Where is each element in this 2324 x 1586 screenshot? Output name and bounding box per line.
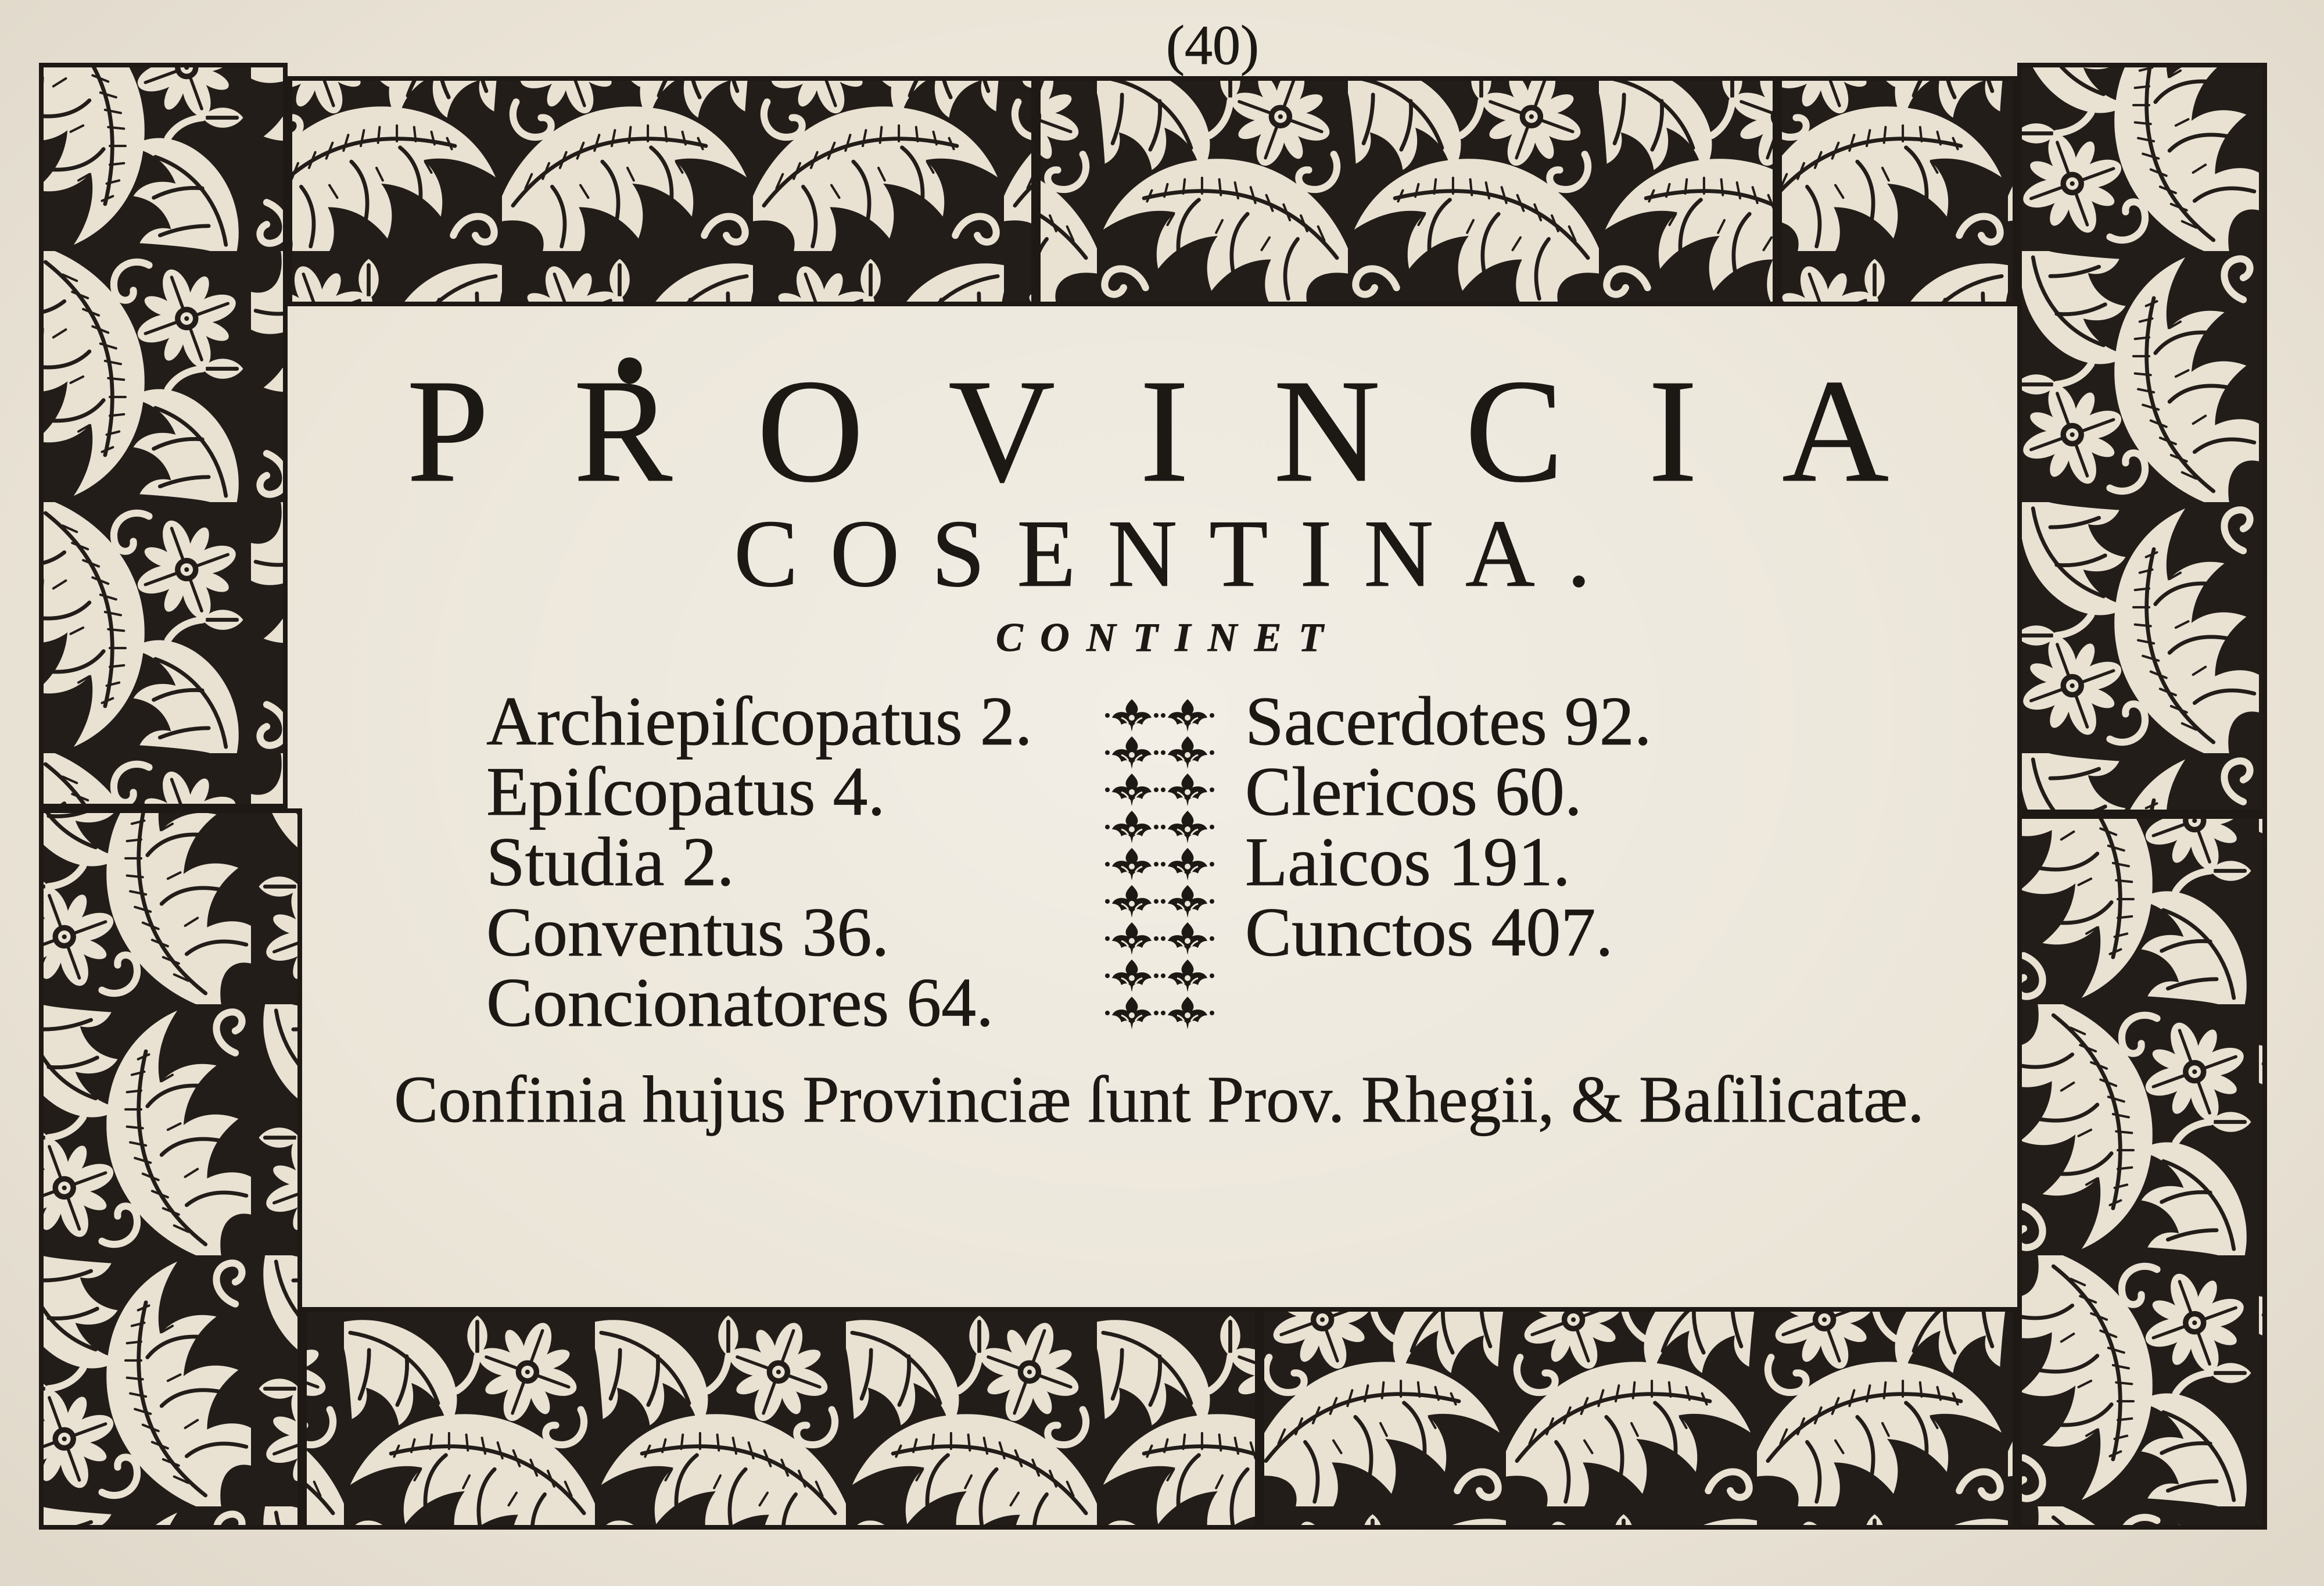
footer-text: Confinia hujus Provinciæ ſunt Prov. Rhegii, & Baſilicatæ. <box>394 1062 1924 1136</box>
entry-label: Sacerdotes <box>1245 682 1547 760</box>
entry-label: Conventus <box>486 893 785 971</box>
list-entry <box>1245 823 1652 900</box>
border-block-right-lower <box>2020 817 2265 1527</box>
entry-label: Clericos <box>1245 753 1477 830</box>
right-column <box>1245 682 1652 971</box>
list-entry <box>486 964 1032 1041</box>
list-entry <box>486 893 1032 971</box>
list-entry <box>486 682 1032 760</box>
entry-value: 2. <box>980 682 1032 760</box>
border-block-right-upper <box>2020 65 2265 812</box>
entry-label: Laicos <box>1245 823 1431 900</box>
border-block-left-lower <box>41 811 300 1527</box>
entry-value: 64. <box>906 964 994 1041</box>
entry-label: Cunctos <box>1245 893 1474 971</box>
list-entry <box>1245 753 1652 830</box>
subtitle: COSENTINA. <box>734 500 1623 607</box>
list-entry <box>486 823 1032 900</box>
fleuron-fill <box>1104 697 1215 1032</box>
title: PROVINCIA <box>407 349 1974 513</box>
fleuron-column <box>1104 697 1215 1032</box>
entry-value: 92. <box>1564 682 1652 760</box>
border-block-bottom-1 <box>304 1309 1257 1527</box>
left-column <box>486 682 1032 1041</box>
heading-continet: CONTINET <box>996 615 1340 660</box>
entry-label: Epiſcopatus <box>486 753 816 830</box>
border-block-top-2 <box>1038 78 1775 304</box>
entry-value: 407. <box>1491 893 1613 971</box>
list-entry <box>1245 682 1652 760</box>
entry-value: 60. <box>1494 753 1582 830</box>
entry-value: 4. <box>833 753 885 830</box>
border-block-top-3 <box>1780 78 2015 304</box>
border-block-left-upper <box>41 65 285 806</box>
entry-label: Concionatores <box>486 964 890 1041</box>
entry-value: 191. <box>1448 823 1570 900</box>
list-entry <box>1245 893 1652 971</box>
border-block-bottom-2 <box>1262 1309 2015 1527</box>
entry-value: 2. <box>682 823 734 900</box>
entry-value: 36. <box>802 893 890 971</box>
list-entry <box>486 753 1032 830</box>
entry-label: Studia <box>486 823 665 900</box>
page-number: (40) <box>1166 14 1259 76</box>
border-block-top-1 <box>290 78 1034 304</box>
entry-label: Archiepiſcopatus <box>486 682 963 760</box>
